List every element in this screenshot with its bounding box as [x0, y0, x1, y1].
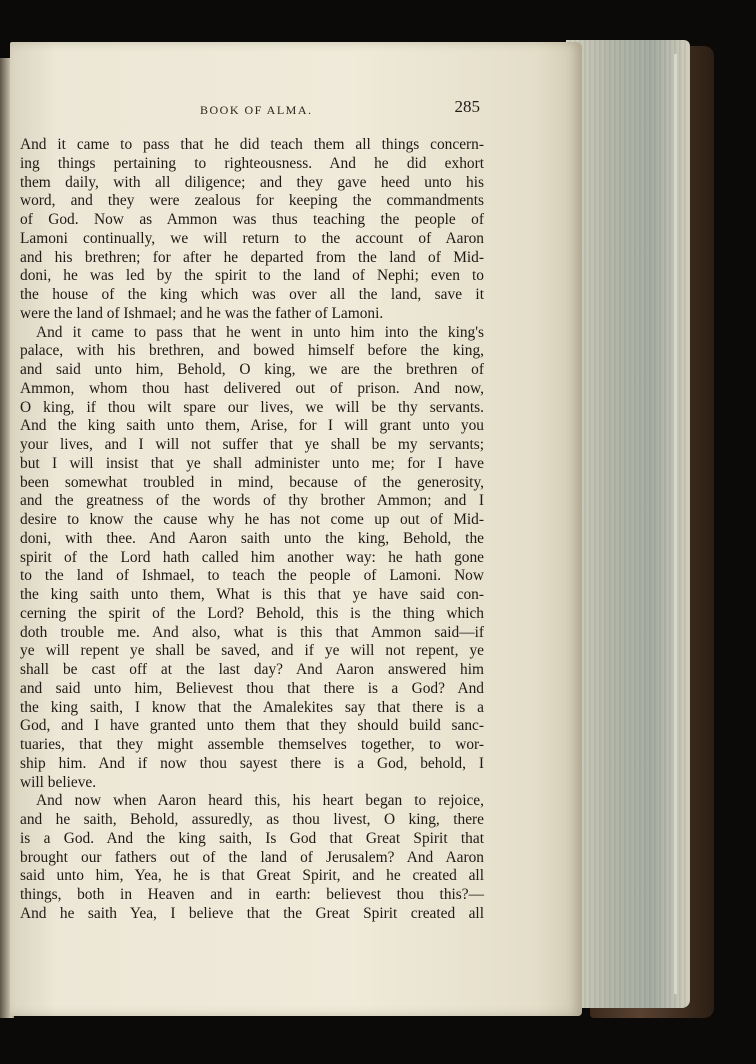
- text-line: said unto him, Yea, he is that Great Spirit, and he created all: [20, 867, 484, 885]
- text-line: cerning the spirit of the Lord? Behold, this is the thing which: [20, 604, 484, 622]
- text-line: shall be cast off at the last day? And Aaron answered him: [20, 661, 484, 678]
- text-line: and said unto him, Behold, O king, we are the brethren of: [20, 361, 484, 378]
- body-text: [20, 136, 484, 924]
- text-line: desire to know the cause why he has not come up out of Mid-: [20, 511, 484, 528]
- text-line: to the land of Ishmael, to teach the people of Lamoni. Now: [20, 567, 484, 585]
- text-line: And he saith Yea, I believe that the Great Spirit created all: [20, 904, 484, 922]
- page-edge-gap: [674, 54, 677, 994]
- text-line: of God. Now as Ammon was thus teaching the people of: [20, 211, 484, 228]
- text-line: and his brethren; for after he departed from the land of Mid-: [20, 248, 484, 266]
- text-line: ship him. And if now thou sayest there is a God, behold, I: [20, 754, 484, 772]
- text-line: the house of the king which was over all the land, save it: [20, 286, 484, 303]
- text-line: ye will repent ye shall be saved, and if ye will not repent, ye: [20, 642, 484, 660]
- text-line: And now when Aaron heard this, his heart began to rejoice,: [36, 792, 484, 810]
- text-line: ing things pertaining to righteousness. And he did exhort: [20, 154, 484, 172]
- text-line: word, and they were zealous for keeping the commandments: [20, 192, 484, 210]
- text-line: Ammon, whom thou hast delivered out of prison. And now,: [20, 379, 484, 397]
- text-line: O king, if thou wilt spare our lives, we will be thy servants.: [20, 398, 484, 416]
- text-line: doni, with thee. And Aaron saith unto the king, Behold, the: [20, 529, 484, 547]
- text-line: and he saith, Behold, assuredly, as thou livest, O king, there: [20, 811, 484, 828]
- text-line: brought our fathers out of the land of Jerusalem? And Aaron: [20, 848, 484, 866]
- text-line: And it came to pass that he went in unto him into the king's: [36, 323, 484, 341]
- text-line: things, both in Heaven and in earth: believest thou this?—: [20, 886, 484, 903]
- page-edges: [566, 40, 690, 1008]
- text-line: will believe.: [20, 773, 97, 791]
- text-line: and the greatness of the words of thy brother Ammon; and I: [20, 492, 484, 510]
- text-line: the king saith unto them, What is this that ye have said con-: [20, 586, 484, 603]
- running-head: BOOK OF ALMA.: [200, 103, 313, 117]
- text-line: tuaries, that they might assemble themselves together, to wor-: [20, 736, 484, 753]
- text-line: and said unto him, Believest thou that there is a God? And: [20, 679, 484, 697]
- text-line: your lives, and I will not suffer that ye shall be my servants;: [20, 436, 484, 453]
- text-line: spirit of the Lord hath called him another way: he hath gone: [20, 548, 484, 566]
- text-line: but I will insist that ye shall administer unto me; for I have: [20, 454, 484, 472]
- page-header: [20, 97, 480, 121]
- text-line: And it came to pass that he did teach them all things concern-: [20, 136, 484, 153]
- text-line: been somewhat troubled in mind, because of the generosity,: [20, 473, 484, 491]
- text-line: doth trouble me. And also, what is this that Ammon said—if: [20, 623, 484, 641]
- page-number: 285: [454, 97, 480, 116]
- text-line: Lamoni continually, we will return to the account of Aaron: [20, 229, 484, 247]
- text-line: God, and I have granted unto them that they should build sanc-: [20, 717, 484, 735]
- text-line: And the king saith unto them, Arise, for I will grant unto you: [20, 417, 484, 435]
- text-line: the king saith, I know that the Amalekites say that there is a: [20, 698, 484, 716]
- text-line: palace, with his brethren, and bowed himself before the king,: [20, 342, 484, 360]
- text-line: doni, he was led by the spirit to the land of Nephi; even to: [20, 267, 484, 285]
- text-line: them daily, with all diligence; and they gave heed unto his: [20, 173, 484, 191]
- text-line: were the land of Ishmael; and he was the father of Lamoni.: [20, 304, 384, 322]
- text-line: is a God. And the king saith, Is God that Great Spirit that: [20, 829, 484, 847]
